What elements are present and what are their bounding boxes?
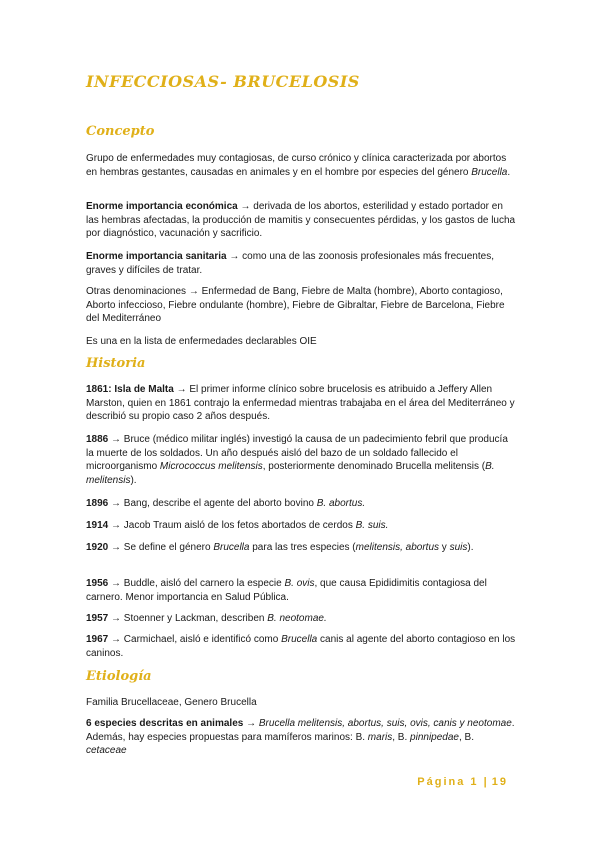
paragraph-definition: Grupo de enfermedades muy contagiosas, de curso crónico y clínica caracterizada por abortos en hembras gestantes, causadas en animales y en el hombre por especies del género Brucella. (86, 153, 511, 178)
history-item-1914: 1914 → Jacob Traum aisló de los fetos abortados de cerdos B. suis. (86, 520, 389, 531)
page-number: 1 (470, 776, 479, 788)
page-label: Página (417, 776, 466, 788)
history-item-1967: 1967 → Carmichael, aisló e identificó como Brucella canis al agente del aborto contagioso en los caninos. (86, 634, 516, 659)
paragraph-oie: Es una en la lista de enfermedades declarables OIE (86, 336, 317, 347)
history-item-1920: 1920 → Se define el género Brucella para las tres especies (melitensis, abortus y suis). (86, 542, 474, 553)
history-item-1896: 1896 → Bang, describe el agente del aborto bovino B. abortus. (86, 498, 366, 509)
page-footer (417, 776, 508, 788)
history-item-1956: 1956 → Buddle, aisló del carnero la especie B. ovis, que causa Epididimitis contagiosa del carnero. Menor importancia en Salud Pública. (86, 578, 487, 603)
paragraph-family-genus: Familia Brucellaceae, Genero Brucella (86, 697, 257, 708)
paragraph-species: 6 especies descritas en animales → Brucella melitensis, abortus, suis, ovis, canis y neotomae. Además, hay especies propuestas para mamíferos marinos: B. maris, B. pinnipedae, B. cetaceae (86, 718, 515, 757)
paragraph-other-names: Otras denominaciones → Enfermedad de Bang, Fiebre de Malta (hombre), Aborto contagioso, Aborto infeccioso, Fiebre ondulante (hombre), Fiebre de Gibraltar, Fiebre de Barcelona, Fiebre del Mediterráneo (86, 286, 505, 325)
paragraph-economic-importance: Enorme importancia económica → derivada de los abortos, esterilidad y estado portador en las hembras afectadas, la producción de mamitis y consecuentes pérdidas, y los gastos de lucha por diagnóstico, vacunación y sacrificio. (86, 201, 516, 240)
section-heading-etiologia: Etiología (86, 669, 152, 684)
section-heading-concepto: Concepto (86, 124, 155, 139)
section-heading-historia: Historia (86, 356, 146, 371)
page-total: 19 (491, 776, 508, 788)
history-item-1861: 1861: Isla de Malta → El primer informe clínico sobre brucelosis es atribuido a Jeffery Allen Marston, quien en 1861 contrajo la enfermedad mientras trabajaba en el área del Mediterráneo y describió su propio caso 2 años después. (86, 384, 515, 423)
history-item-1957: 1957 → Stoenner y Lackman, describen B. neotomae. (86, 613, 327, 624)
paragraph-sanitary-importance: Enorme importancia sanitaria → como una de las zoonosis profesionales más frecuentes, graves y difíciles de tratar. (86, 251, 494, 276)
page-separator: | (483, 776, 487, 788)
history-item-1886: 1886 → Bruce (médico militar inglés) investigó la causa de un padecimiento febril que producía la muerte de los soldados. Un año después aisló del bazo de un soldado fallecido el microorganismo Micrococcus melitensis, posteriormente denominado Brucella melitensis (B. melitensis). (86, 434, 508, 486)
document-title: INFECCIOSAS- BRUCELOSIS (86, 72, 360, 91)
